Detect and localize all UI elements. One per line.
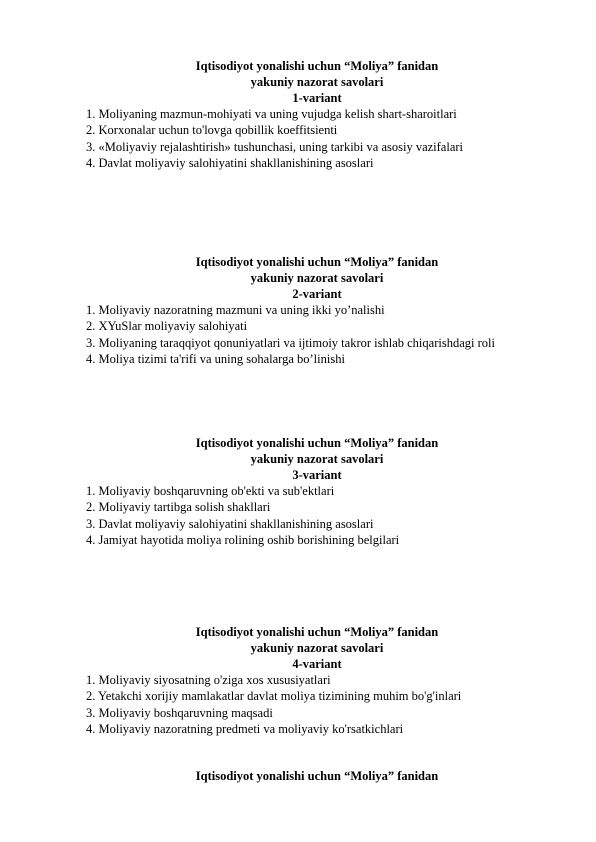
question-item: 2. Moliyaviy tartibga solish shakllari xyxy=(86,500,271,515)
section-subtitle: yakuniy nazorat savolari xyxy=(250,452,384,466)
question-item: 1. Moliyaning mazmun-mohiyati va uning vujudga kelish shart-sharoitlari xyxy=(86,107,457,121)
section-title: Iqtisodiyot yonalishi uchun “Moliya” fanidan xyxy=(195,769,439,783)
section-subtitle: yakuniy nazorat savolari xyxy=(250,271,384,285)
section-title: Iqtisodiyot yonalishi uchun “Moliya” fanidan xyxy=(195,625,439,639)
question-item: 2. XYuSlar moliyaviy salohiyati xyxy=(86,319,248,334)
section-title: Iqtisodiyot yonalishi uchun “Moliya” fanidan xyxy=(195,59,439,73)
question-item: 3. Moliyaning taraqqiyot qonuniyatlari va ijtimoiy takror ishlab chiqarishdagi roli xyxy=(86,335,495,350)
question-item: 3. «Moliyaviy rejalashtirish» tushunchasi, uning tarkibi va asosiy vazifalari xyxy=(86,139,464,154)
section-subtitle: yakuniy nazorat savolari xyxy=(250,75,384,89)
question-item: 2. Yetakchi xorijiy mamlakatlar davlat moliya tizimining muhim bo'g'inlari xyxy=(86,689,462,704)
exam-section-3 xyxy=(86,435,556,548)
section-title: Iqtisodiyot yonalishi uchun “Moliya” fanidan xyxy=(195,255,439,269)
question-item: 1. Moliyaviy boshqaruvning ob'ekti va sub'ektlari xyxy=(86,484,335,498)
question-item: 3. Davlat moliyaviy salohiyatini shakllanishining asoslari xyxy=(86,516,374,531)
question-item: 4. Davlat moliyaviy salohiyatini shakllanishining asoslari xyxy=(86,155,374,170)
question-item: 3. Moliyaviy boshqaruvning maqsadi xyxy=(86,705,273,720)
exam-section-4 xyxy=(86,624,556,737)
question-item: 4. Moliyaviy nazoratning predmeti va moliyaviy ko'rsatkichlari xyxy=(86,721,404,736)
question-item: 4. Moliya tizimi ta'rifi va uning sohalarga bo’linishi xyxy=(86,351,345,366)
exam-section-1 xyxy=(86,58,556,171)
variant-label: 3-variant xyxy=(292,468,342,482)
variant-label: 2-variant xyxy=(292,287,342,301)
question-item: 1. Moliyaviy siyosatning o'ziga xos xususiyatlari xyxy=(86,673,331,687)
variant-label: 4-variant xyxy=(292,657,342,671)
variant-label: 1-variant xyxy=(292,91,342,105)
exam-section-5 xyxy=(86,768,556,784)
question-item: 1. Moliyaviy nazoratning mazmuni va uning ikki yo’nalishi xyxy=(86,303,385,317)
question-item: 2. Korxonalar uchun to'lovga qobillik koeffitsienti xyxy=(86,123,338,138)
section-title: Iqtisodiyot yonalishi uchun “Moliya” fanidan xyxy=(195,436,439,450)
question-item: 4. Jamiyat hayotida moliya rolining oshib borishining belgilari xyxy=(86,532,400,547)
section-subtitle: yakuniy nazorat savolari xyxy=(250,641,384,655)
exam-section-2 xyxy=(86,254,556,367)
